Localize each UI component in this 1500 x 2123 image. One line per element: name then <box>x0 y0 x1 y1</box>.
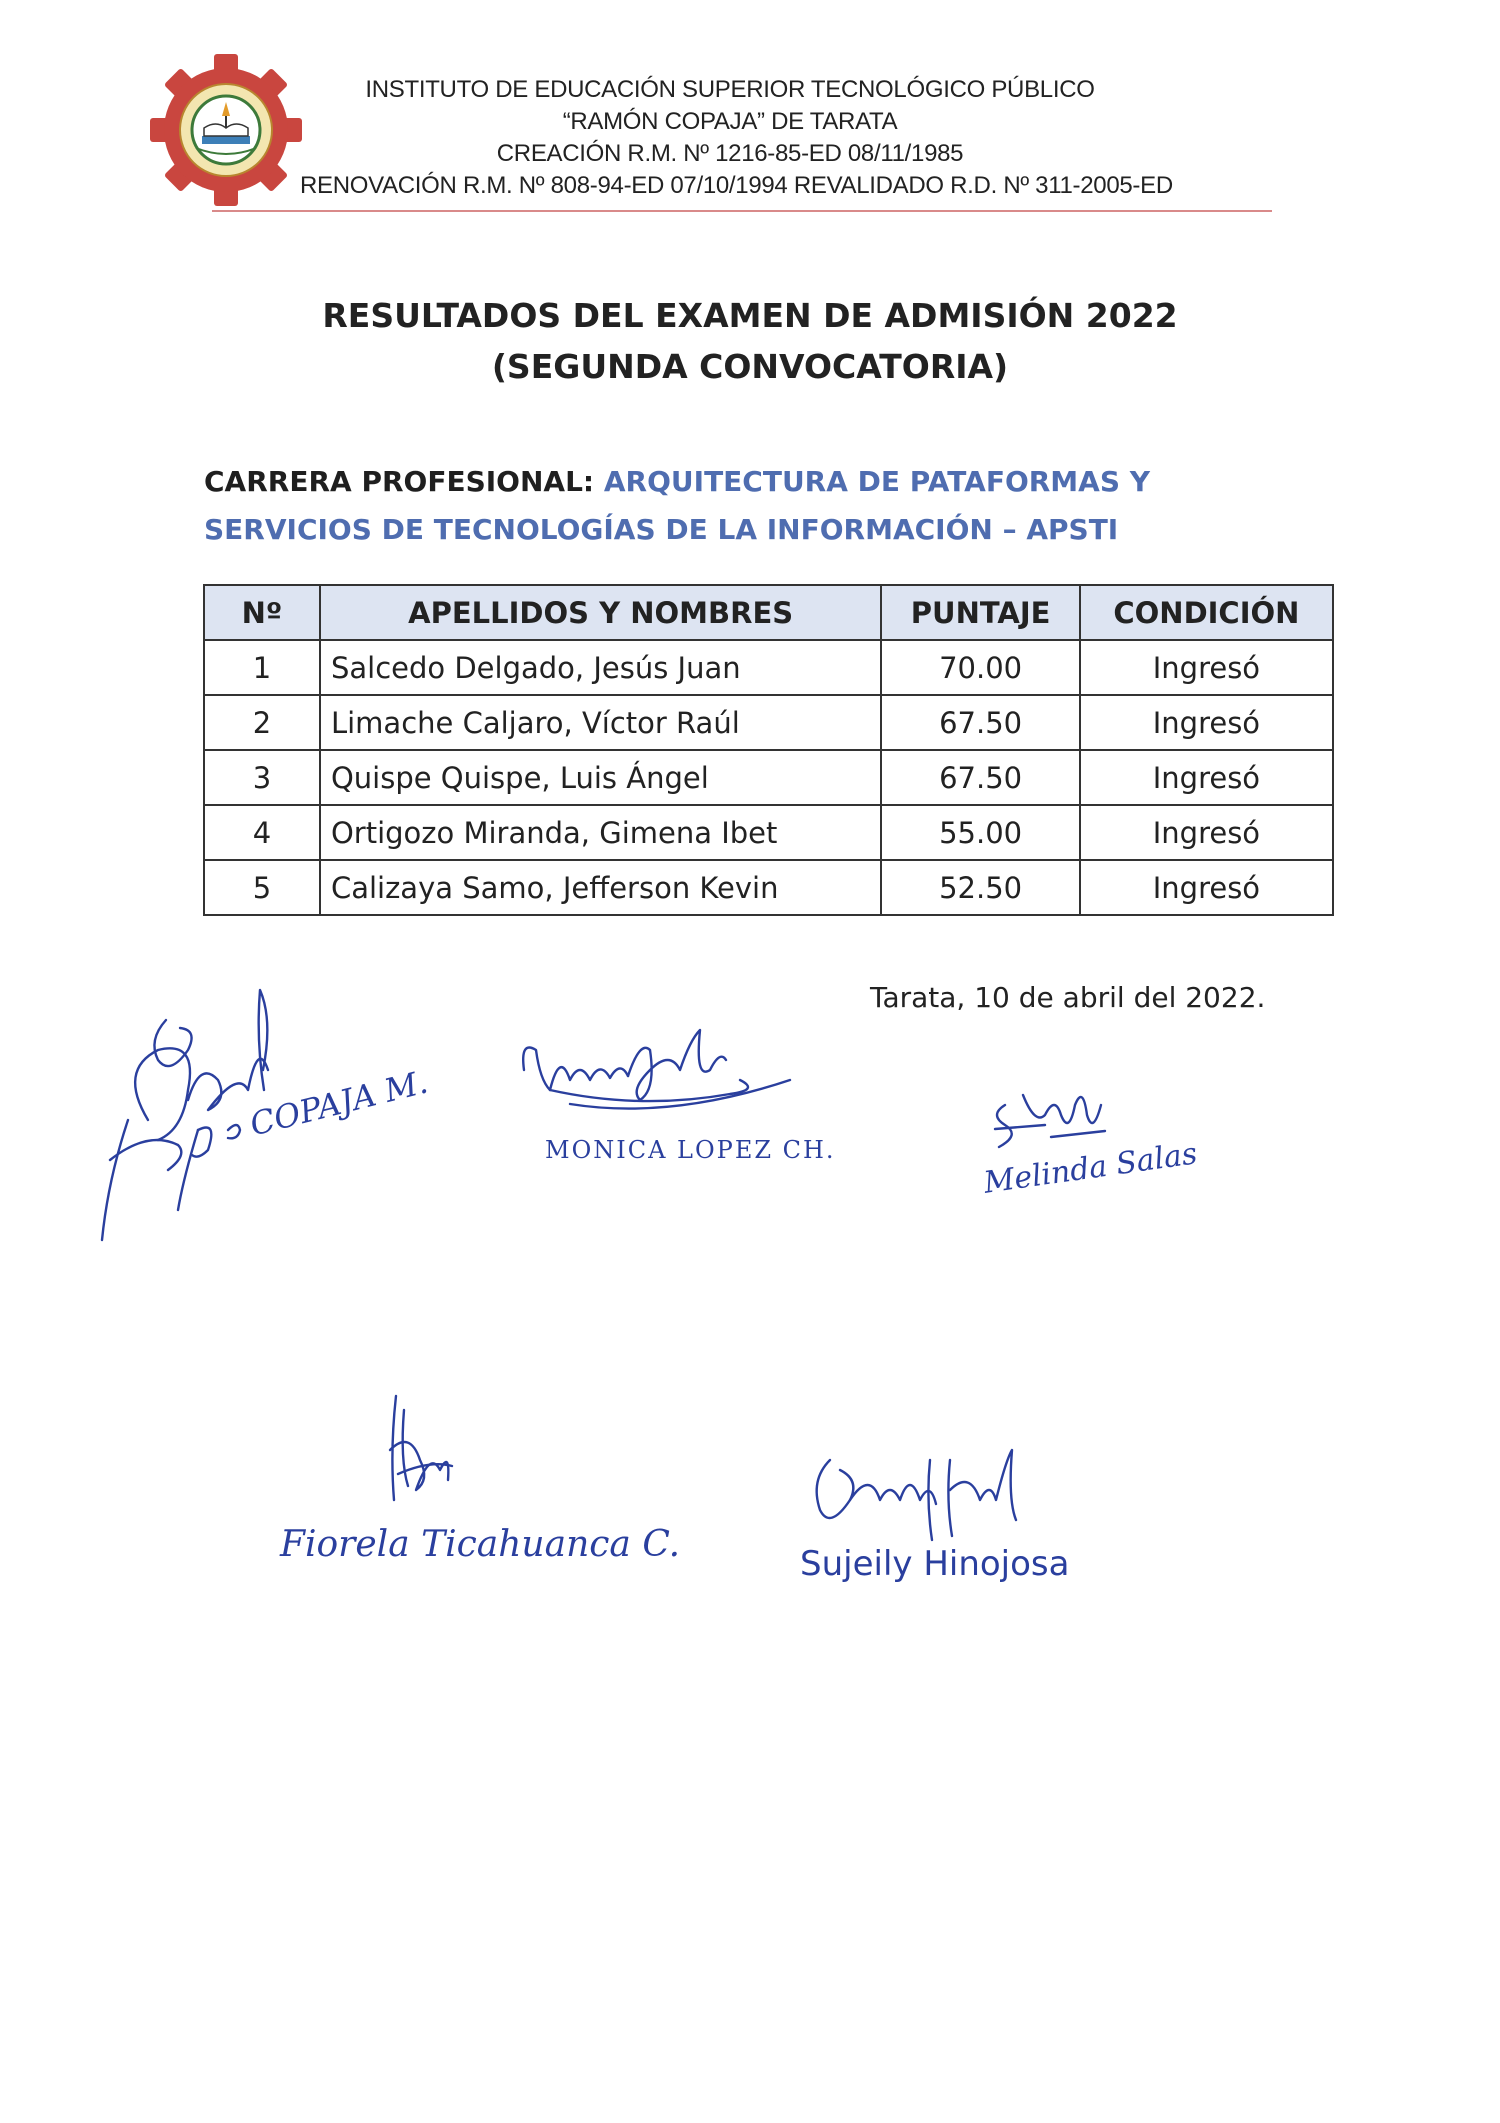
cell-condition: Ingresó <box>1080 640 1333 695</box>
header-line-2: “RAMÓN COPAJA” DE TARATA <box>562 108 898 135</box>
signature-3-name: Melinda Salas <box>981 1136 1200 1201</box>
signature-2-name: MONICA LOPEZ CH. <box>545 1136 836 1164</box>
signature-1 <box>88 980 432 1250</box>
cell-score: 52.50 <box>881 860 1079 915</box>
career-label: CARRERA PROFESIONAL: <box>204 465 595 498</box>
header-number: Nº <box>204 585 320 640</box>
signature-4-name: Fiorela Ticahuanca C. <box>280 1524 681 1565</box>
results-table <box>203 584 1334 916</box>
header-line-3: CREACIÓN R.M. Nº 1216-85-ED 08/11/1985 <box>496 140 964 167</box>
cell-name: Salcedo Delgado, Jesús Juan <box>320 640 881 695</box>
signature-1-name: COPAJA M. <box>246 1062 432 1144</box>
header-condition: CONDICIÓN <box>1080 585 1333 640</box>
title-line-2: (SEGUNDA CONVOCATORIA) <box>491 347 1009 386</box>
cell-score: 67.50 <box>881 750 1079 805</box>
cell-score: 67.50 <box>881 695 1079 750</box>
table-row <box>204 805 1333 860</box>
signature-5 <box>800 1440 1120 1620</box>
header-line-1: INSTITUTO DE EDUCACIÓN SUPERIOR TECNOLÓGICO PÚBLICO <box>365 76 1095 103</box>
institute-gear-seal-icon <box>148 52 304 208</box>
table-row <box>204 640 1333 695</box>
career-heading <box>204 458 1324 554</box>
cell-number: 3 <box>204 750 320 805</box>
signature-4 <box>280 1390 681 1600</box>
cell-score: 55.00 <box>881 805 1079 860</box>
document-title <box>150 290 1350 392</box>
institute-header <box>300 74 1173 202</box>
cell-score: 70.00 <box>881 640 1079 695</box>
cell-condition: Ingresó <box>1080 750 1333 805</box>
cell-condition: Ingresó <box>1080 805 1333 860</box>
document-date: Tarata, 10 de abril del 2022. <box>870 981 1266 1014</box>
signature-2 <box>510 1020 836 1180</box>
cell-name: Limache Caljaro, Víctor Raúl <box>320 695 881 750</box>
career-name-line-1: ARQUITECTURA DE PATAFORMAS Y <box>603 465 1151 498</box>
table-row <box>204 695 1333 750</box>
cell-number: 1 <box>204 640 320 695</box>
title-line-1: RESULTADOS DEL EXAMEN DE ADMISIÓN 2022 <box>322 296 1178 335</box>
header-line-4: RENOVACIÓN R.M. Nº 808-94-ED 07/10/1994 REVALIDADO R.D. Nº 311-2005-ED <box>300 172 1173 199</box>
cell-condition: Ingresó <box>1080 860 1333 915</box>
cell-condition: Ingresó <box>1080 695 1333 750</box>
table-row <box>204 860 1333 915</box>
cell-name: Ortigozo Miranda, Gimena Ibet <box>320 805 881 860</box>
table-header-row <box>204 585 1333 640</box>
cell-number: 2 <box>204 695 320 750</box>
header-score: PUNTAJE <box>881 585 1079 640</box>
cell-number: 4 <box>204 805 320 860</box>
header-names: APELLIDOS Y NOMBRES <box>320 585 881 640</box>
table-row <box>204 750 1333 805</box>
cell-number: 5 <box>204 860 320 915</box>
signature-5-name: Sujeily Hinojosa <box>800 1544 1070 1584</box>
cell-name: Quispe Quispe, Luis Ángel <box>320 750 881 805</box>
career-name-line-2: SERVICIOS DE TECNOLOGÍAS DE LA INFORMACIÓN – APSTI <box>204 513 1119 546</box>
header-divider <box>212 210 1272 212</box>
cell-name: Calizaya Samo, Jefferson Kevin <box>320 860 881 915</box>
signature-3 <box>975 1085 1215 1215</box>
